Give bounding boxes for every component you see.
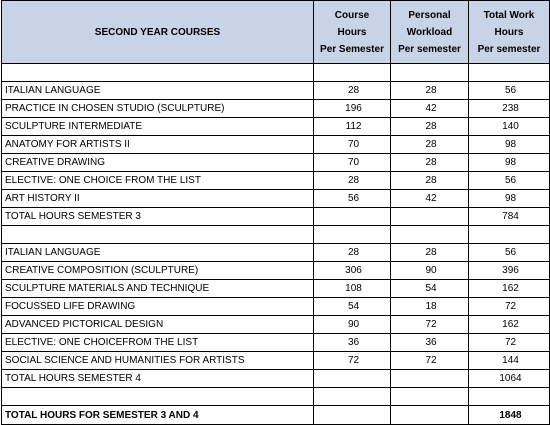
- table-row: [2, 352, 550, 370]
- total-hours: 98: [469, 154, 550, 172]
- header-total-line-3: Per semester: [477, 43, 541, 55]
- semester-3-total-row: [2, 208, 550, 226]
- workload-hours: 28: [391, 118, 469, 136]
- blank-cell: [314, 208, 391, 226]
- total-hours: 162: [469, 280, 550, 298]
- blank-cell: [314, 406, 391, 425]
- semester-4-total-row: [2, 370, 550, 388]
- course-hours: 54: [314, 298, 391, 316]
- blank-cell: [314, 226, 391, 244]
- course-name: CREATIVE DRAWING: [2, 154, 314, 172]
- grand-total-row: [2, 406, 550, 425]
- course-hours: 70: [314, 136, 391, 154]
- course-hours: 306: [314, 262, 391, 280]
- semester-3-total-value: 784: [469, 208, 550, 226]
- workload-hours: 72: [391, 316, 469, 334]
- header-course-hours-line-1: Course: [334, 9, 370, 21]
- blank-cell: [469, 388, 550, 406]
- blank-cell: [314, 388, 391, 406]
- course-name: SCULPTURE INTERMEDIATE: [2, 118, 314, 136]
- workload-hours: 28: [391, 172, 469, 190]
- blank-cell: [391, 370, 469, 388]
- semester-4-total-value: 1064: [469, 370, 550, 388]
- blank-cell: [391, 388, 469, 406]
- blank-cell: [2, 64, 314, 82]
- table-row: [2, 298, 550, 316]
- table-header: [2, 1, 550, 64]
- blank-cell: [391, 64, 469, 82]
- workload-hours: 42: [391, 100, 469, 118]
- course-hours: 72: [314, 352, 391, 370]
- course-hours: 70: [314, 154, 391, 172]
- workload-hours: 54: [391, 280, 469, 298]
- blank-cell: [314, 64, 391, 82]
- header-courses: SECOND YEAR COURSES: [2, 1, 314, 64]
- grand-total-label: TOTAL HOURS FOR SEMESTER 3 AND 4: [2, 406, 314, 425]
- table-row: [2, 280, 550, 298]
- workload-hours: 18: [391, 298, 469, 316]
- total-hours: 72: [469, 298, 550, 316]
- header-course-hours-line-3: Per Semester: [320, 43, 384, 55]
- workload-hours: 28: [391, 136, 469, 154]
- course-name: SCULPTURE MATERIALS AND TECHNIQUE: [2, 280, 314, 298]
- header-workload-line-2: Workload: [406, 26, 453, 38]
- table-row: [2, 172, 550, 190]
- table-row: [2, 154, 550, 172]
- blank-cell: [469, 226, 550, 244]
- header-workload-line-1: Personal: [408, 9, 451, 21]
- total-hours: 396: [469, 262, 550, 280]
- table-row: [2, 262, 550, 280]
- total-hours: 98: [469, 190, 550, 208]
- workload-hours: 42: [391, 190, 469, 208]
- header-workload-line-3: Per semester: [398, 43, 461, 55]
- total-hours: 98: [469, 136, 550, 154]
- total-hours: 162: [469, 316, 550, 334]
- workload-hours: 90: [391, 262, 469, 280]
- table-body: [2, 64, 550, 425]
- blank-cell: [391, 406, 469, 425]
- blank-cell: [2, 226, 314, 244]
- course-name: ANATOMY FOR ARTISTS II: [2, 136, 314, 154]
- total-hours: 56: [469, 244, 550, 262]
- table-row: [2, 316, 550, 334]
- course-hours: 112: [314, 118, 391, 136]
- course-name: ITALIAN LANGUAGE: [2, 244, 314, 262]
- header-personal-workload: [391, 1, 469, 64]
- total-hours: 72: [469, 334, 550, 352]
- second-year-courses-table: [1, 0, 550, 425]
- table-row: [2, 100, 550, 118]
- workload-hours: 28: [391, 82, 469, 100]
- course-name: CREATIVE COMPOSITION (SCULPTURE): [2, 262, 314, 280]
- header-total-work-hours: [469, 1, 550, 64]
- blank-cell: [469, 64, 550, 82]
- table-row: [2, 334, 550, 352]
- course-hours: 108: [314, 280, 391, 298]
- blank-row: [2, 388, 550, 406]
- table-row: [2, 190, 550, 208]
- total-hours: 144: [469, 352, 550, 370]
- header-course-hours: [314, 1, 391, 64]
- total-hours: 238: [469, 100, 550, 118]
- header-row: [2, 1, 550, 64]
- course-hours: 28: [314, 172, 391, 190]
- table-row: [2, 118, 550, 136]
- workload-hours: 28: [391, 244, 469, 262]
- blank-row: [2, 64, 550, 82]
- total-hours: 56: [469, 172, 550, 190]
- course-hours: 196: [314, 100, 391, 118]
- course-name: ELECTIVE: ONE CHOICE FROM THE LIST: [2, 172, 314, 190]
- header-course-hours-line-2: Hours: [337, 26, 367, 38]
- blank-cell: [391, 208, 469, 226]
- workload-hours: 28: [391, 154, 469, 172]
- blank-cell: [314, 370, 391, 388]
- header-total-line-1: Total Work: [483, 9, 535, 21]
- course-hours: 36: [314, 334, 391, 352]
- total-hours: 56: [469, 82, 550, 100]
- course-name: ITALIAN LANGUAGE: [2, 82, 314, 100]
- semester-4-total-label: TOTAL HOURS SEMESTER 4: [2, 370, 314, 388]
- course-hours: 28: [314, 82, 391, 100]
- course-name: FOCUSSED LIFE DRAWING: [2, 298, 314, 316]
- course-name: ART HISTORY II: [2, 190, 314, 208]
- header-total-line-2: Hours: [494, 26, 524, 38]
- course-name: ADVANCED PICTORICAL DESIGN: [2, 316, 314, 334]
- course-hours: 90: [314, 316, 391, 334]
- table-row: [2, 136, 550, 154]
- table-row: [2, 244, 550, 262]
- grand-total-value: 1848: [469, 406, 550, 425]
- course-hours: 56: [314, 190, 391, 208]
- workload-hours: 72: [391, 352, 469, 370]
- blank-cell: [2, 388, 314, 406]
- blank-cell: [391, 226, 469, 244]
- course-hours: 28: [314, 244, 391, 262]
- course-name: SOCIAL SCIENCE AND HUMANITIES FOR ARTISTS: [2, 352, 314, 370]
- course-name: PRACTICE IN CHOSEN STUDIO (SCULPTURE): [2, 100, 314, 118]
- workload-hours: 36: [391, 334, 469, 352]
- course-name: ELECTIVE: ONE CHOICEFROM THE LIST: [2, 334, 314, 352]
- blank-row: [2, 226, 550, 244]
- total-hours: 140: [469, 118, 550, 136]
- semester-3-total-label: TOTAL HOURS SEMESTER 3: [2, 208, 314, 226]
- table-row: [2, 82, 550, 100]
